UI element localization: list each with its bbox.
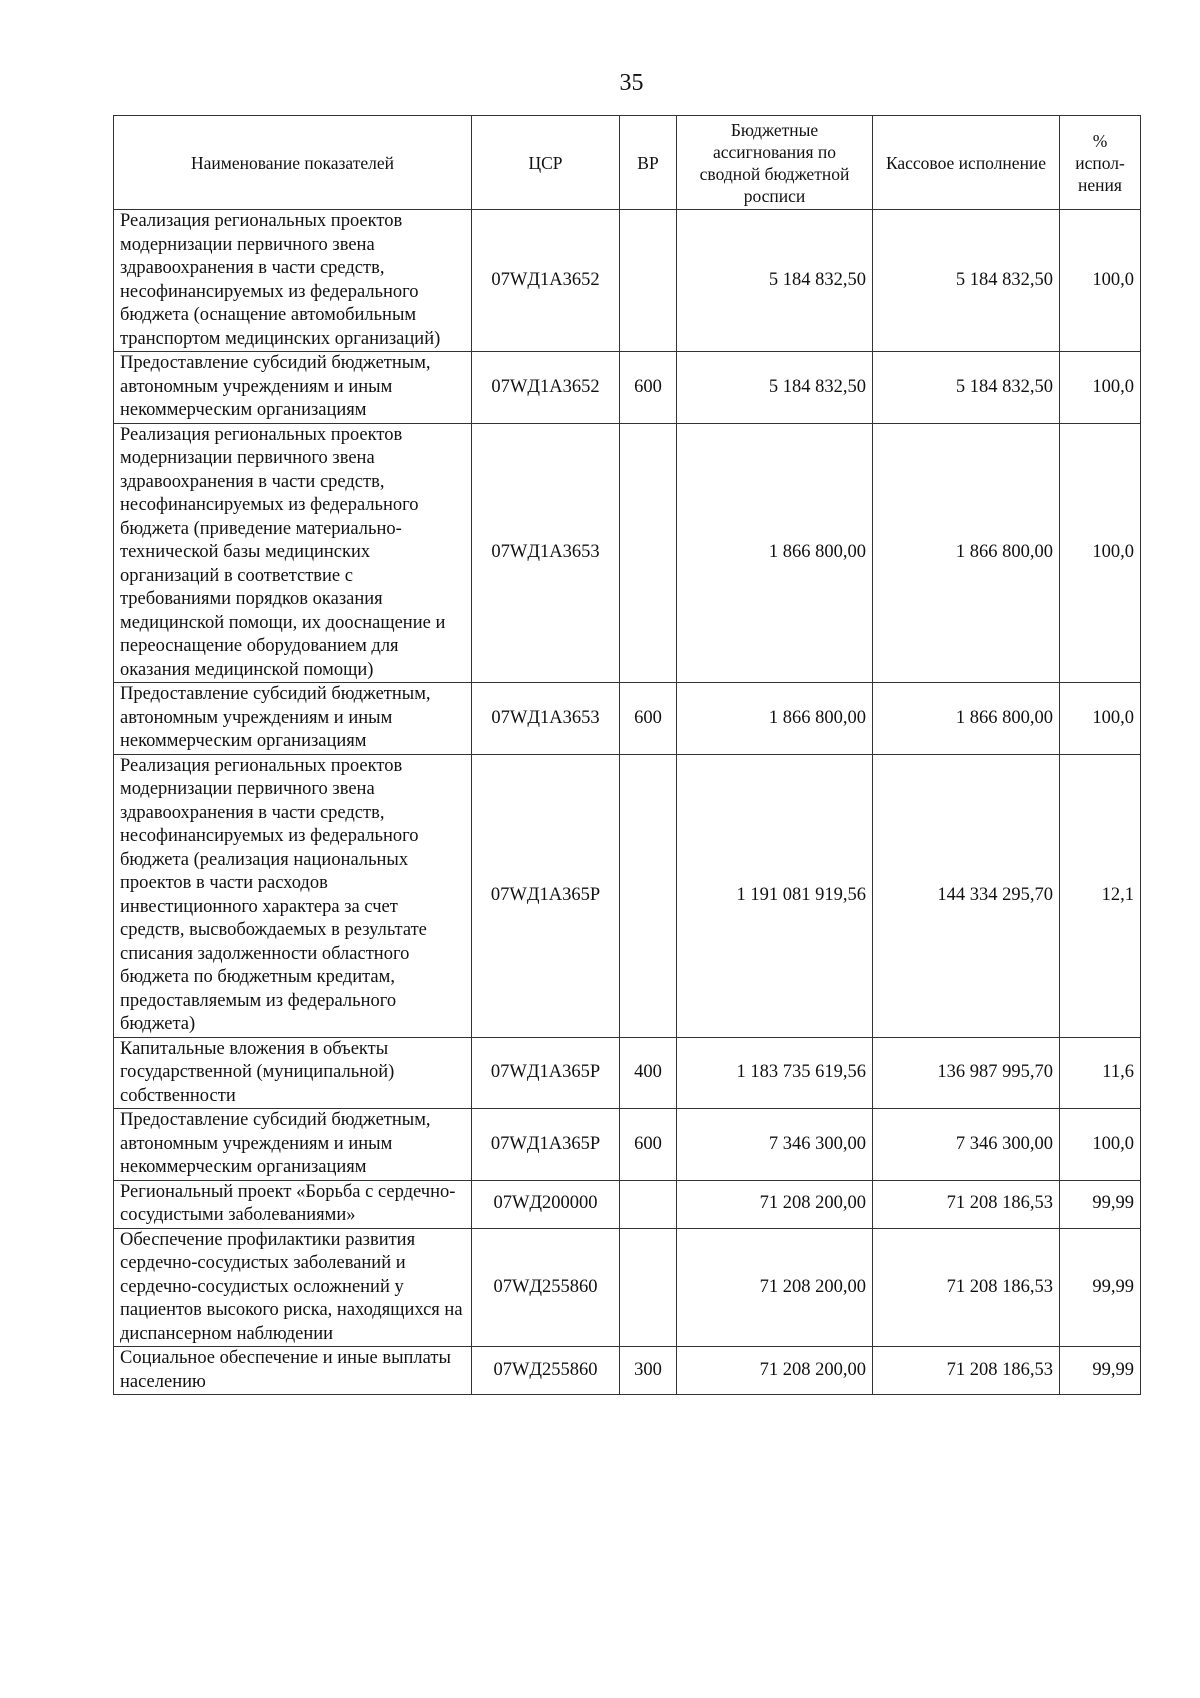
row-budget: 71 208 200,00 bbox=[677, 1228, 873, 1347]
table-row bbox=[114, 352, 1141, 424]
budget-execution-table bbox=[113, 115, 1141, 1395]
row-name: Реализация региональных проектов модернизации первичного звена здравоохранения в части средств, несофинансируемых из федерального бюджета (приведение материально-технической базы медицинских организаций в соответствие с требованиями порядков оказания медицинской помощи, их дооснащение и переоснащение оборудованием для оказания медицинской помощи) bbox=[114, 423, 472, 683]
row-cash: 7 346 300,00 bbox=[873, 1109, 1060, 1181]
row-cash: 144 334 295,70 bbox=[873, 754, 1060, 1037]
row-cash: 1 866 800,00 bbox=[873, 423, 1060, 683]
row-csr: 07WД1А3653 bbox=[472, 683, 620, 755]
row-budget: 7 346 300,00 bbox=[677, 1109, 873, 1181]
row-budget: 1 191 081 919,56 bbox=[677, 754, 873, 1037]
row-name: Социальное обеспечение и иные выплаты населению bbox=[114, 1347, 472, 1395]
row-cash: 71 208 186,53 bbox=[873, 1180, 1060, 1228]
row-cash: 1 866 800,00 bbox=[873, 683, 1060, 755]
table-header-row bbox=[114, 116, 1141, 210]
row-cash: 71 208 186,53 bbox=[873, 1228, 1060, 1347]
table-row bbox=[114, 1180, 1141, 1228]
row-budget: 1 183 735 619,56 bbox=[677, 1037, 873, 1109]
row-budget: 5 184 832,50 bbox=[677, 352, 873, 424]
row-pct: 99,99 bbox=[1060, 1228, 1141, 1347]
header-cash: Кассовое исполнение bbox=[873, 116, 1060, 210]
row-budget: 71 208 200,00 bbox=[677, 1180, 873, 1228]
row-name: Предоставление субсидий бюджетным, автономным учреждениям и иным некоммерческим организациям bbox=[114, 683, 472, 755]
table-row bbox=[114, 683, 1141, 755]
row-cash: 136 987 995,70 bbox=[873, 1037, 1060, 1109]
row-vr: 400 bbox=[620, 1037, 677, 1109]
row-budget: 5 184 832,50 bbox=[677, 210, 873, 352]
row-cash: 5 184 832,50 bbox=[873, 352, 1060, 424]
page-number: 35 bbox=[619, 70, 644, 96]
table-row bbox=[114, 1037, 1141, 1109]
row-vr bbox=[620, 210, 677, 352]
row-name: Региональный проект «Борьба с сердечно-сосудистыми заболеваниями» bbox=[114, 1180, 472, 1228]
row-name: Реализация региональных проектов модернизации первичного звена здравоохранения в части средств, несофинансируемых из федерального бюджета (оснащение автомобильным транспортом медицинских организаций) bbox=[114, 210, 472, 352]
row-pct: 100,0 bbox=[1060, 683, 1141, 755]
header-pct: % испол-нения bbox=[1060, 116, 1141, 210]
row-pct: 100,0 bbox=[1060, 423, 1141, 683]
row-budget: 1 866 800,00 bbox=[677, 423, 873, 683]
row-pct: 100,0 bbox=[1060, 352, 1141, 424]
row-vr: 600 bbox=[620, 352, 677, 424]
row-vr bbox=[620, 423, 677, 683]
row-csr: 07WД255860 bbox=[472, 1228, 620, 1347]
row-csr: 07WД1А365Р bbox=[472, 1109, 620, 1181]
row-csr: 07WД200000 bbox=[472, 1180, 620, 1228]
row-pct: 100,0 bbox=[1060, 1109, 1141, 1181]
header-budget: Бюджетные ассигнования по сводной бюджетной росписи bbox=[677, 116, 873, 210]
row-name: Обеспечение профилактики развития сердечно-сосудистых заболеваний и сердечно-сосудистых осложнений у пациентов высокого риска, находящихся на диспансерном наблюдении bbox=[114, 1228, 472, 1347]
row-csr: 07WД1А3652 bbox=[472, 352, 620, 424]
row-cash: 71 208 186,53 bbox=[873, 1347, 1060, 1395]
row-csr: 07WД1А3653 bbox=[472, 423, 620, 683]
row-budget: 71 208 200,00 bbox=[677, 1347, 873, 1395]
row-vr bbox=[620, 1180, 677, 1228]
row-pct: 99,99 bbox=[1060, 1347, 1141, 1395]
table-row bbox=[114, 1228, 1141, 1347]
header-csr: ЦСР bbox=[472, 116, 620, 210]
row-budget: 1 866 800,00 bbox=[677, 683, 873, 755]
row-name: Предоставление субсидий бюджетным, автономным учреждениям и иным некоммерческим организациям bbox=[114, 352, 472, 424]
row-csr: 07WД1А3652 bbox=[472, 210, 620, 352]
row-name: Реализация региональных проектов модернизации первичного звена здравоохранения в части средств, несофинансируемых из федерального бюджета (реализация национальных проектов в части расходов инвестиционного характера за счет средств, высвобождаемых в результате списания задолженности областного бюджета по бюджетным кредитам, предоставляемым из федерального бюджета) bbox=[114, 754, 472, 1037]
row-csr: 07WД1А365Р bbox=[472, 1037, 620, 1109]
row-vr: 600 bbox=[620, 1109, 677, 1181]
row-vr bbox=[620, 1228, 677, 1347]
row-cash: 5 184 832,50 bbox=[873, 210, 1060, 352]
table-row bbox=[114, 754, 1141, 1037]
row-vr bbox=[620, 754, 677, 1037]
row-csr: 07WД1А365Р bbox=[472, 754, 620, 1037]
row-name: Капитальные вложения в объекты государственной (муниципальной) собственности bbox=[114, 1037, 472, 1109]
header-name: Наименование показателей bbox=[114, 116, 472, 210]
row-csr: 07WД255860 bbox=[472, 1347, 620, 1395]
row-pct: 12,1 bbox=[1060, 754, 1141, 1037]
row-pct: 11,6 bbox=[1060, 1037, 1141, 1109]
table-row bbox=[114, 1109, 1141, 1181]
table-row bbox=[114, 1347, 1141, 1395]
row-pct: 100,0 bbox=[1060, 210, 1141, 352]
row-name: Предоставление субсидий бюджетным, автономным учреждениям и иным некоммерческим организациям bbox=[114, 1109, 472, 1181]
row-pct: 99,99 bbox=[1060, 1180, 1141, 1228]
row-vr: 600 bbox=[620, 683, 677, 755]
row-vr: 300 bbox=[620, 1347, 677, 1395]
table-row bbox=[114, 210, 1141, 352]
table-row bbox=[114, 423, 1141, 683]
header-vr: ВР bbox=[620, 116, 677, 210]
